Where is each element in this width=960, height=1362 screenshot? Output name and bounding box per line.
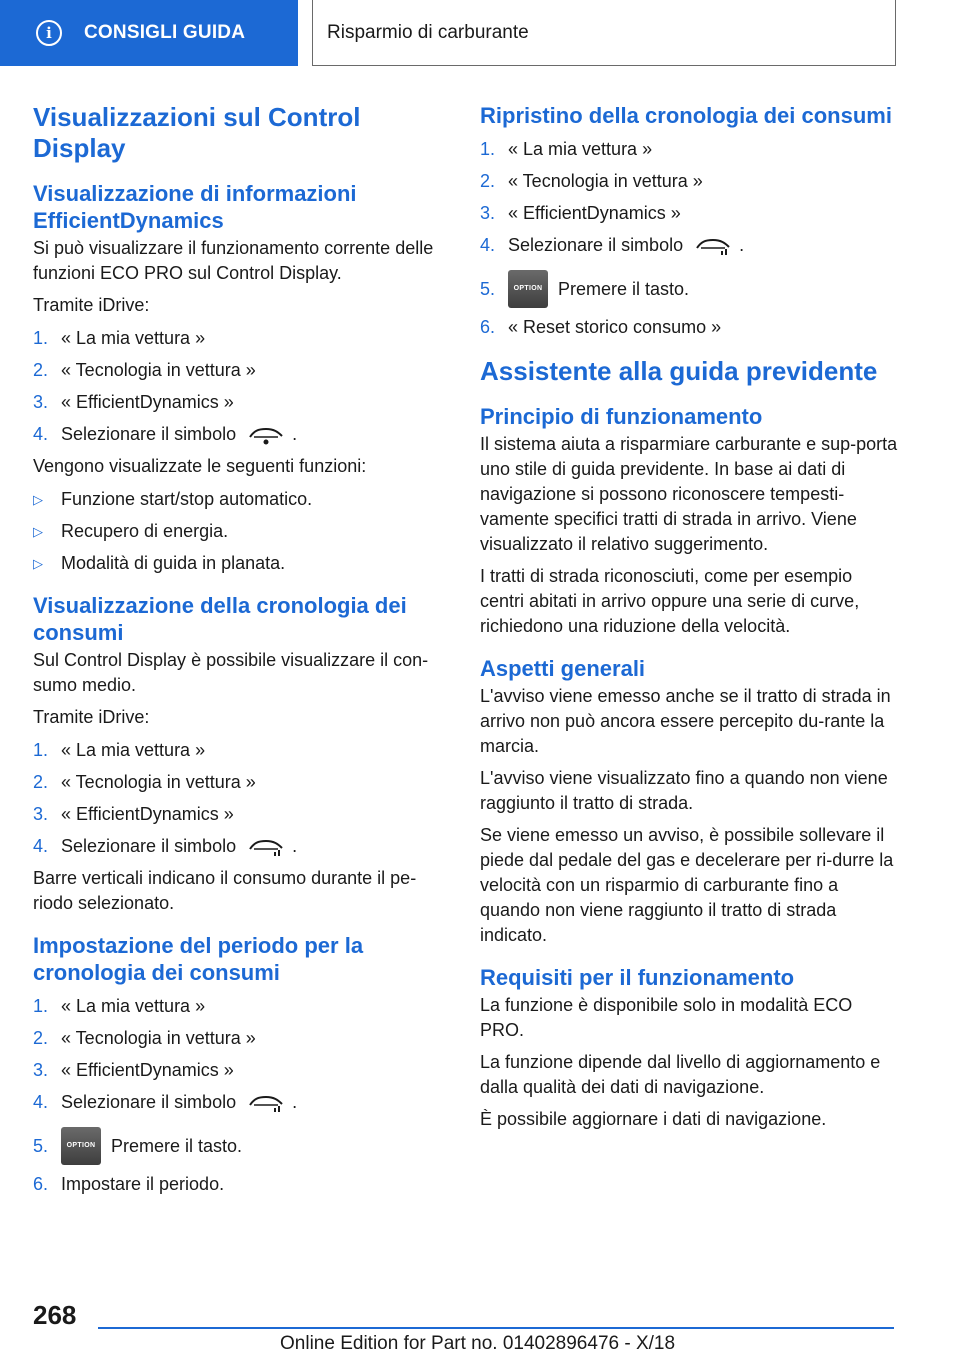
info-icon: i: [36, 20, 62, 46]
list-item: [480, 233, 900, 258]
step-tail: .: [739, 235, 745, 255]
right-column: [480, 102, 900, 1139]
paragraph: È possibile aggiornare i dati di navigazione.: [480, 1109, 827, 1129]
left-main-heading: Visualizzazioni sul Control Display: [33, 102, 361, 163]
bullet-list: [33, 487, 445, 576]
step-tail: .: [292, 836, 298, 856]
step-text: Premere il tasto.: [558, 278, 690, 299]
list-item: [33, 994, 445, 1019]
list-item: [33, 422, 445, 447]
list-item: [33, 1026, 445, 1051]
step-number: 4.: [33, 1092, 49, 1112]
page-number: 268: [33, 1300, 77, 1330]
step-text: Selezionare il simbolo: [61, 424, 237, 444]
step-text: Premere il tasto.: [111, 1135, 243, 1156]
step-number: 1.: [33, 740, 49, 760]
section-title-text: Risparmio di carburante: [327, 21, 529, 43]
bullet-text: Recupero di energia.: [61, 521, 229, 541]
step-number: 5.: [33, 1135, 49, 1156]
step-text: « Tecnologia in vettura »: [508, 171, 703, 191]
step-text: « EfficientDynamics »: [508, 203, 681, 223]
step-number: 4.: [480, 235, 496, 255]
list-item: [33, 519, 445, 544]
paragraph: Barre verticali indicano il consumo durante il pe-riodo selezionato.: [33, 868, 417, 913]
option-button-icon: OPTION: [61, 1127, 101, 1165]
steps-list-1: [33, 326, 445, 447]
list-item: [33, 1090, 445, 1115]
step-tail: .: [292, 424, 298, 444]
step-text: « Tecnologia in vettura »: [61, 772, 256, 792]
list-item: [33, 738, 445, 763]
list-item: [33, 358, 445, 383]
heading-operating-principle: Principio di funzionamento: [480, 404, 763, 429]
step-text: « La mia vettura »: [61, 740, 206, 760]
step-text: Selezionare il simbolo: [61, 1092, 237, 1112]
list-item: [480, 201, 900, 226]
bullet-triangle-icon: ▷: [33, 524, 43, 539]
paragraph: Tramite iDrive:: [33, 295, 150, 315]
step-number: 6.: [480, 317, 496, 337]
list-item: [33, 326, 445, 351]
paragraph: I tratti di strada riconosciuti, come per esempio centri abitati in arrivo oppure una serie di curve, richiedono una riduzione della velocità.: [480, 566, 860, 636]
step-number: 3.: [33, 804, 49, 824]
paragraph: Sul Control Display è possibile visualizzare il con-sumo medio.: [33, 650, 429, 695]
steps-list-reset: [480, 137, 900, 340]
list-item: [480, 137, 900, 162]
step-number: 3.: [33, 392, 49, 412]
step-number: 1.: [33, 996, 49, 1016]
step-number: 2.: [480, 171, 496, 191]
step-text: Impostare il periodo.: [61, 1174, 225, 1194]
step-text: « Tecnologia in vettura »: [61, 360, 256, 380]
list-item: [33, 802, 445, 827]
step-text: « La mia vettura »: [61, 328, 206, 348]
step-text: « La mia vettura »: [508, 139, 653, 159]
header-tab-label: CONSIGLI GUIDA: [84, 22, 246, 43]
step-number: 4.: [33, 836, 49, 856]
paragraph: Tramite iDrive:: [33, 707, 150, 727]
step-number: 2.: [33, 772, 49, 792]
step-tail: .: [292, 1092, 298, 1112]
steps-list-3: [33, 994, 445, 1197]
list-item: [33, 1058, 445, 1083]
paragraph: La funzione è disponibile solo in modalità ECO PRO.: [480, 995, 853, 1040]
step-text: « Reset storico consumo »: [508, 317, 722, 337]
step-number: 2.: [33, 360, 49, 380]
paragraph: Il sistema aiuta a risparmiare carburante e sup-porta uno stile di guida previdente. In base ai dati di navigazione si possono riconoscere tempesti-vamente specifici tratti di strada in arrivo. Viene visualizzato il relativo suggerimento.: [480, 434, 898, 554]
paragraph: L'avviso viene visualizzato fino a quando non viene raggiunto il tratto di strada.: [480, 768, 888, 813]
heading-consumption-history: Visualizzazione della cronologia dei consumi: [33, 593, 407, 645]
header-section-title: [312, 0, 896, 66]
list-item: [33, 487, 445, 512]
history-car-icon: [248, 1093, 284, 1113]
list-item: [33, 770, 445, 795]
right-main-heading: Assistente alla guida previdente: [480, 356, 878, 386]
left-column: [33, 102, 445, 1204]
heading-reset-history: Ripristino della cronologia dei consumi: [480, 103, 892, 128]
step-number: 2.: [33, 1028, 49, 1048]
option-button-icon: OPTION: [508, 270, 548, 308]
footer-edition-text: Online Edition for Part no. 01402896476 - X/18: [280, 1333, 676, 1354]
heading-efficientdynamics-info: Visualizzazione di informazioni EfficientDynamics: [33, 181, 357, 233]
list-item: [33, 551, 445, 576]
paragraph: Se viene emesso un avviso, è possibile sollevare il piede dal pedale del gas e decelerare per ri-durre la velocità con un risparmio di carburante fino a quando non viene raggiunto il tratto di strada indicato.: [480, 825, 894, 945]
bullet-triangle-icon: ▷: [33, 556, 43, 571]
heading-general-aspects: Aspetti generali: [480, 656, 646, 681]
step-number: 5.: [480, 278, 496, 299]
list-item: [33, 390, 445, 415]
step-text: « EfficientDynamics »: [61, 1060, 234, 1080]
step-number: 6.: [33, 1174, 49, 1194]
bullet-text: Funzione start/stop automatico.: [61, 489, 313, 509]
bullet-text: Modalità di guida in planata.: [61, 553, 286, 573]
paragraph: La funzione dipende dal livello di aggiornamento e dalla qualità dei dati di navigazione.: [480, 1052, 881, 1097]
step-number: 3.: [33, 1060, 49, 1080]
list-item: [480, 270, 900, 308]
paragraph: L'avviso viene emesso anche se il tratto di strada in arrivo non può ancora essere percepito du-rante la marcia.: [480, 686, 891, 756]
footer-divider: [98, 1327, 894, 1329]
heading-period-setting: Impostazione del periodo per la cronologia dei consumi: [33, 933, 364, 985]
efficient-dynamics-car-icon: [248, 425, 284, 445]
step-text: Selezionare il simbolo: [508, 235, 684, 255]
history-car-icon: [695, 236, 731, 256]
bullet-triangle-icon: ▷: [33, 492, 43, 507]
step-text: « EfficientDynamics »: [61, 392, 234, 412]
list-item: [480, 315, 900, 340]
header-tab: [0, 0, 298, 66]
step-number: 4.: [33, 424, 49, 444]
list-item: [33, 834, 445, 859]
step-number: 1.: [480, 139, 496, 159]
heading-requirements: Requisiti per il funzionamento: [480, 965, 795, 990]
history-car-icon: [248, 837, 284, 857]
step-number: 3.: [480, 203, 496, 223]
paragraph: Vengono visualizzate le seguenti funzioni:: [33, 456, 367, 476]
paragraph: Si può visualizzare il funzionamento corrente delle funzioni ECO PRO sul Control Display.: [33, 238, 434, 283]
list-item: [33, 1172, 445, 1197]
step-text: « EfficientDynamics »: [61, 804, 234, 824]
list-item: [480, 169, 900, 194]
step-number: 1.: [33, 328, 49, 348]
list-item: [33, 1127, 445, 1165]
step-text: « Tecnologia in vettura »: [61, 1028, 256, 1048]
steps-list-2: [33, 738, 445, 859]
step-text: Selezionare il simbolo: [61, 836, 237, 856]
step-text: « La mia vettura »: [61, 996, 206, 1016]
